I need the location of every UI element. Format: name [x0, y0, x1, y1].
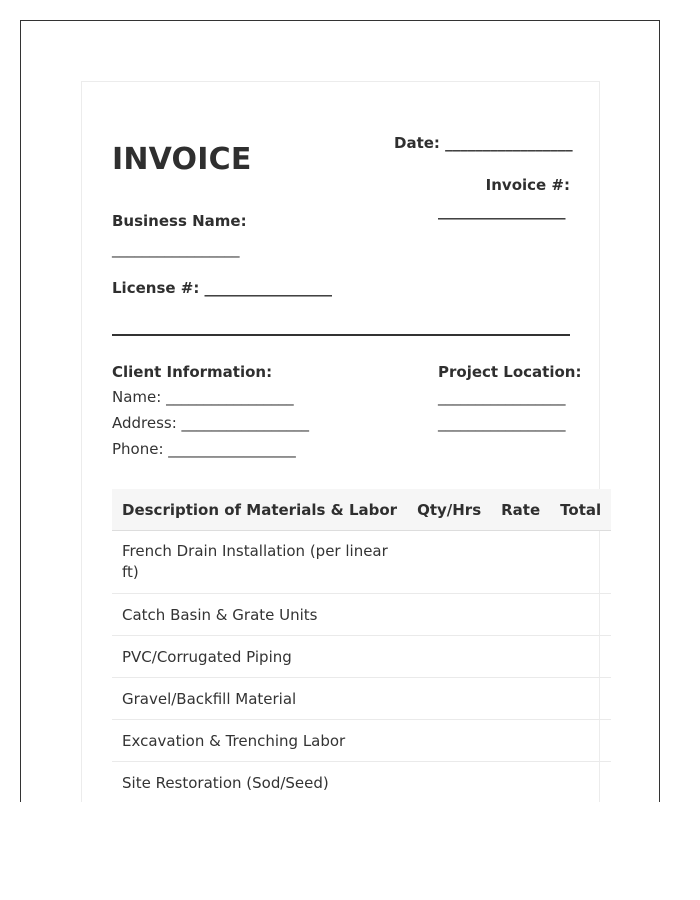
line-items-table — [112, 489, 611, 802]
row-total — [550, 720, 611, 762]
row-qty — [407, 636, 491, 678]
table-row — [112, 762, 611, 803]
page-frame — [20, 20, 660, 802]
row-total — [550, 531, 611, 594]
row-qty — [407, 531, 491, 594]
column-header-description: Description of Materials & Labor — [112, 489, 407, 531]
client-phone-field: Phone: _________________ — [112, 440, 296, 458]
row-qty — [407, 678, 491, 720]
table-header-row — [112, 489, 611, 531]
row-description: Catch Basin & Grate Units — [112, 594, 407, 636]
row-rate — [491, 678, 550, 720]
invoice-title: INVOICE — [112, 142, 252, 177]
row-rate — [491, 594, 550, 636]
project-location-line-1: _________________ — [438, 388, 566, 406]
invoice-number-line: _________________ — [438, 202, 566, 220]
client-name-field: Name: _________________ — [112, 388, 294, 406]
row-description: Site Restoration (Sod/Seed) — [112, 762, 407, 803]
row-total — [550, 762, 611, 803]
table-row — [112, 636, 611, 678]
date-field: Date: _________________ — [394, 134, 573, 152]
table-row — [112, 678, 611, 720]
row-qty — [407, 762, 491, 803]
invoice-number-label: Invoice #: — [485, 176, 570, 194]
project-location-line-2: _________________ — [438, 414, 566, 432]
row-total — [550, 678, 611, 720]
row-description: Excavation & Trenching Labor — [112, 720, 407, 762]
row-qty — [407, 594, 491, 636]
table-row — [112, 594, 611, 636]
row-rate — [491, 531, 550, 594]
license-field: License #: _________________ — [112, 279, 333, 297]
column-header-rate: Rate — [491, 489, 550, 531]
invoice-document — [81, 81, 600, 802]
column-header-total: Total — [550, 489, 611, 531]
row-total — [550, 594, 611, 636]
section-divider — [112, 334, 570, 336]
business-name-line: _________________ — [112, 240, 240, 258]
row-description: Gravel/Backfill Material — [112, 678, 407, 720]
client-info-heading: Client Information: — [112, 363, 273, 381]
project-location-heading: Project Location: — [438, 363, 582, 381]
business-name-label: Business Name: — [112, 212, 247, 230]
row-description: French Drain Installation (per linear ft) — [112, 531, 407, 594]
row-rate — [491, 762, 550, 803]
row-total — [550, 636, 611, 678]
row-rate — [491, 636, 550, 678]
row-qty — [407, 720, 491, 762]
table-row — [112, 531, 611, 594]
table-row — [112, 720, 611, 762]
column-header-qty: Qty/Hrs — [407, 489, 491, 531]
row-description: PVC/Corrugated Piping — [112, 636, 407, 678]
row-rate — [491, 720, 550, 762]
client-address-field: Address: _________________ — [112, 414, 310, 432]
